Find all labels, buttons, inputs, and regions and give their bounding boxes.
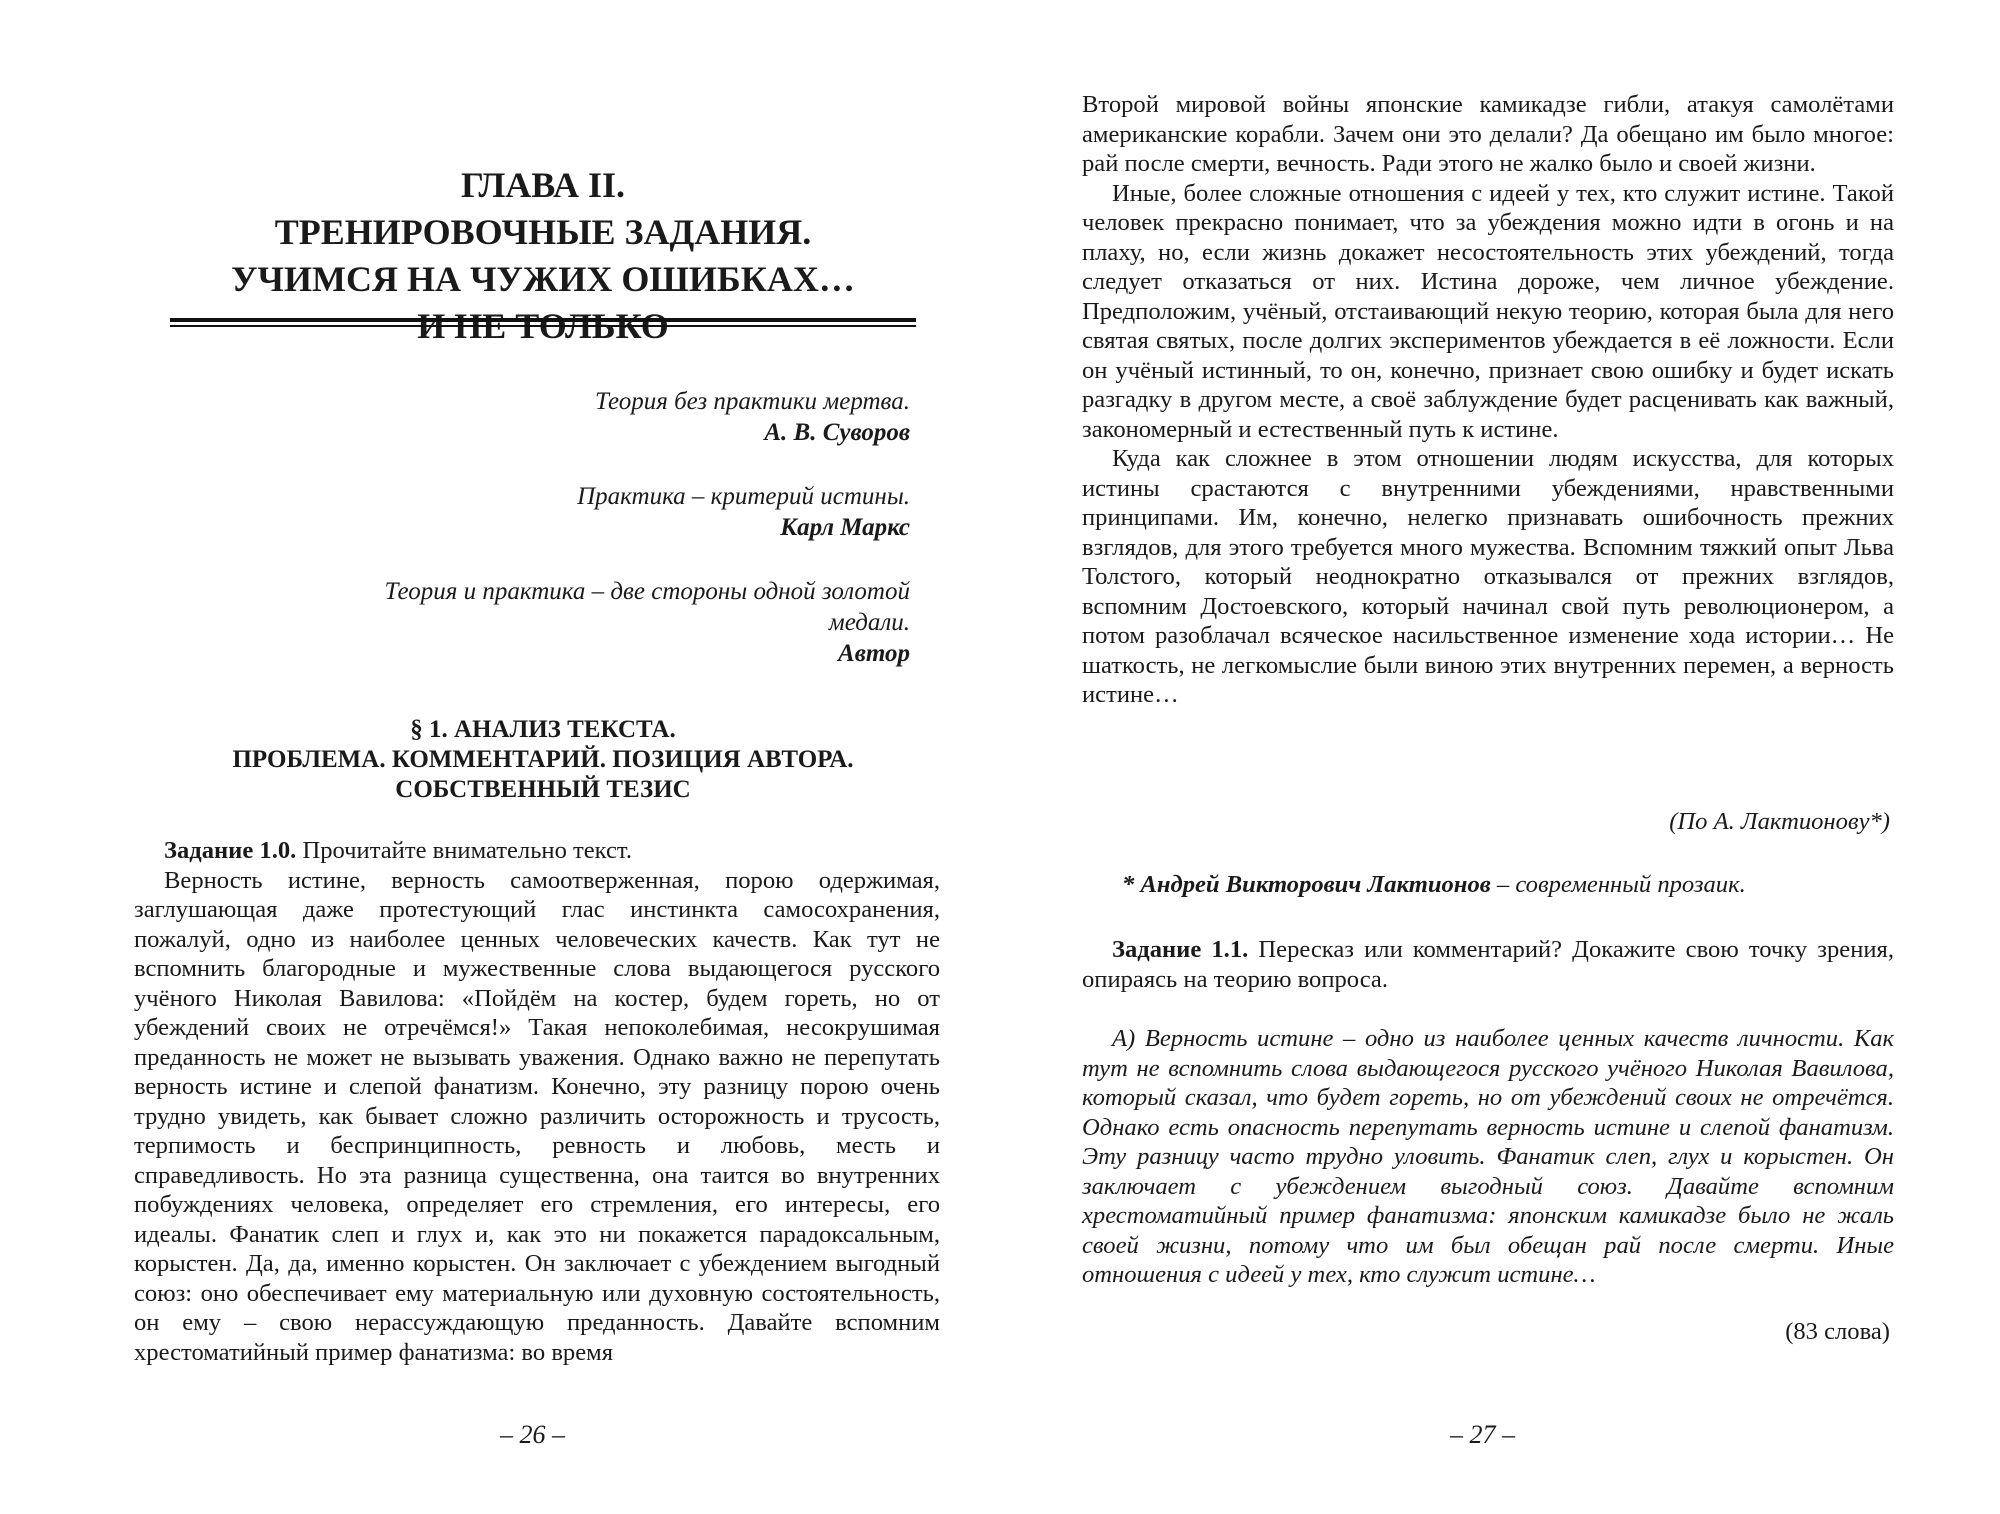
chapter-title-line: ГЛАВА II. [460, 165, 626, 205]
body-paragraph: Верность истине, верность самоотверженная, порою одержимая, заглушающая даже протестующий глас инстинкта самосохранения, пожалуй, одно из наиболее ценных человеческих качеств. Как тут не вспомнить благородные и мужественные слова выдающегося русского учёного Николая Вавилова: «Пойдём на костер, будем гореть, но от убеждений своих не отречёмся!» Такая непоколебимая, несокрушимая преданность не может не вызывать уважения. Однако важно не перепутать верность истине и слепой фанатизм. Конечно, эту разницу порою очень трудно увидеть, как бывает сложно различить осторожность и трусость, терпимость и беспринципность, ревность и любовь, месть и справедливость. Но эта разница существенна, она таится во внутренних побуждениях человека, определяет его стремления, его интересы, его идеалы. Фанатик слеп и глух и, как это ни покажется парадоксальным, корыстен. Да, да, именно корыстен. Он заключает с убеждением выгодный союз: оно обеспечивает ему материальную или духовную состоятельность, он ему – свою нерассуждающую преданность. Давайте вспомним хрестоматийный пример фанатизма: во время [134, 866, 940, 1366]
left-body-text [134, 836, 940, 1367]
variant-text: А) Верность истине – одно из наиболее ценных качеств личности. Как тут не вспомнить слова выдающегося русского учёного Николая Вавилова, который сказал, что будет гореть, но от убеждений своих не отречётся. Однако есть опасность перепутать верность истине и слепой фанатизм. Эту разницу часто трудно уловить. Фанатик слеп, глух и корыстен. Он заключает с убеждением выгодный союз. Давайте вспомним хрестоматийный пример фанатизма: японским камикадзе было не жаль своей жизни, потому что им был обещан рай после смерти. Иные отношения с идеей у тех, кто служит истине… [1082, 1025, 1894, 1288]
footnote [1122, 870, 1882, 900]
right-page [1000, 0, 2000, 1514]
epigraphs [350, 386, 910, 702]
section-title-line: ПРОБЛЕМА. КОММЕНТАРИЙ. ПОЗИЦИЯ АВТОРА. [232, 746, 854, 773]
task-block [1082, 935, 1894, 994]
epigraph-author: Карл Маркс [780, 514, 910, 541]
task-label: Задание 1.0. [164, 837, 297, 864]
epigraph [350, 481, 910, 543]
section-title [170, 715, 916, 805]
page-number: – 27 – [1450, 1420, 1515, 1449]
epigraph-quote: Практика – критерий истины. [577, 483, 910, 510]
task-heading [134, 836, 940, 866]
epigraph-author: Автор [838, 640, 910, 667]
chapter-title-line: И НЕ ТОЛЬКО [417, 306, 669, 346]
body-paragraph: Куда как сложнее в этом отношении людям искусства, для которых истины срастаются с внутренними убеждениями, нравственными принципами. Им, конечно, нелегко признавать ошибочность прежних взглядов, для этого требуется много мужества. Вспомним тяжкий опыт Льва Толстого, который неоднократно отказывался от прежних взглядов, вспомним Достоевского, который начинал свой путь революционером, а потом разоблачал всяческое насильственное изменение хода истории… Не шаткость, не легкомыслие были виною этих внутренних перемен, а верность истине… [1082, 445, 1894, 708]
variant-a [1082, 1024, 1894, 1290]
page-number: – 26 – [500, 1420, 565, 1449]
chapter-title-line: УЧИМСЯ НА ЧУЖИХ ОШИБКАХ… [231, 259, 855, 299]
right-body-text [1082, 90, 1894, 710]
word-count: (83 слова) [1785, 1318, 1890, 1345]
section-title-line: СОБСТВЕННЫЙ ТЕЗИС [395, 776, 691, 803]
body-paragraph: Иные, более сложные отношения с идеей у тех, кто служит истине. Такой человек прекрасно понимает, что за убеждения можно идти в огонь и на плаху, но, если жизнь докажет несостоятельность этих убеждений, тогда следует отказаться от них. Истина дороже, чем личное убеждение. Предположим, учёный, отстаивающий некую теорию, которая была для него святая святых, после долгих экспериментов убеждается в её ложности. Если он учёный истинный, то он, конечно, признает свою ошибку и будет искать разгадку в другом месте, а своё заблуждение будет расценивать как важный, закономерный и естественный путь к истине. [1082, 179, 1894, 443]
body-paragraph: Второй мировой войны японские камикадзе гибли, атакуя самолётами американские корабли. Зачем они это делали? Да обещано им было многое: рай после смерти, вечность. Ради этого не жалко было и своей жизни. [1082, 91, 1894, 177]
footnote-text: – современный прозаик. [1490, 871, 1746, 898]
epigraph-author: А. В. Суворов [764, 419, 910, 446]
footnote-name: * Андрей Викторович Лактионов [1122, 871, 1491, 898]
task-instruction: Пересказ или комментарий? Докажите свою точку зрения, опираясь на теорию вопроса. [1082, 936, 1895, 993]
source-attribution: (По А. Лактионову*) [1669, 808, 1890, 835]
chapter-divider [170, 318, 916, 327]
epigraph-quote: Теория и практика – две стороны одной золотой медали. [384, 578, 910, 636]
task-label: Задание 1.1. [1112, 936, 1249, 963]
epigraph [350, 576, 910, 669]
task-instruction: Прочитайте внимательно текст. [296, 837, 632, 864]
epigraph-quote: Теория без практики мертва. [594, 388, 910, 415]
chapter-title-line: ТРЕНИРОВОЧНЫЕ ЗАДАНИЯ. [274, 212, 812, 252]
task-heading [1082, 935, 1894, 994]
epigraph [350, 386, 910, 448]
section-title-line: § 1. АНАЛИЗ ТЕКСТА. [410, 716, 676, 743]
